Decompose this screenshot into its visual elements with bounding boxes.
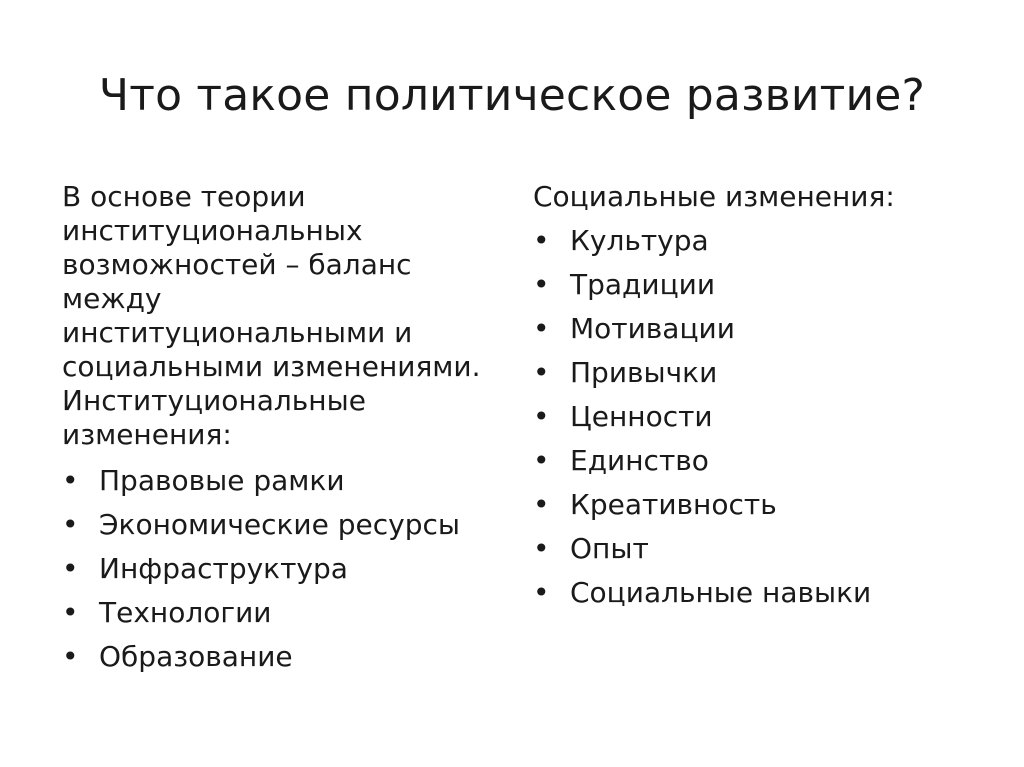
list-item-label: Привычки xyxy=(570,356,718,389)
list-item xyxy=(533,356,1003,390)
list-item xyxy=(533,488,1003,522)
list-item-label: Ценности xyxy=(570,400,713,433)
slide-title: Что такое политическое развитие? xyxy=(98,70,926,121)
list-item-label: Традиции xyxy=(570,268,716,301)
social-changes-list xyxy=(533,224,1003,610)
list-item-label: Социальные навыки xyxy=(570,576,872,609)
bullet-icon: • xyxy=(62,464,79,497)
list-item xyxy=(62,464,507,498)
list-item xyxy=(533,224,1003,258)
list-item xyxy=(533,268,1003,302)
right-subheading: Социальные изменения: xyxy=(533,180,895,213)
list-item xyxy=(533,576,1003,610)
bullet-icon: • xyxy=(533,576,550,609)
list-item-label: Мотивации xyxy=(570,312,735,345)
left-column xyxy=(62,180,507,684)
list-item-label: Экономические ресурсы xyxy=(99,508,460,541)
bullet-icon: • xyxy=(533,532,550,565)
list-item xyxy=(533,444,1003,478)
bullet-icon: • xyxy=(533,444,550,477)
left-subheading: Институциональные изменения: xyxy=(62,384,366,451)
bullet-icon: • xyxy=(533,356,550,389)
list-item-label: Образование xyxy=(99,640,293,673)
list-item-label: Культура xyxy=(570,224,709,257)
bullet-icon: • xyxy=(62,640,79,673)
bullet-icon: • xyxy=(533,224,550,257)
bullet-icon: • xyxy=(533,312,550,345)
right-column xyxy=(533,180,1003,620)
list-item-label: Опыт xyxy=(570,532,649,565)
bullet-icon: • xyxy=(533,400,550,433)
list-item-label: Креативность xyxy=(570,488,777,521)
list-item xyxy=(62,596,507,630)
bullet-icon: • xyxy=(62,596,79,629)
institutional-changes-list xyxy=(62,464,507,674)
bullet-icon: • xyxy=(62,508,79,541)
left-intro: В основе теории институциональных возможностей – баланс между институциональными и социальными изменениями. xyxy=(62,180,481,383)
bullet-icon: • xyxy=(533,268,550,301)
left-intro-text xyxy=(62,180,492,452)
bullet-icon: • xyxy=(62,552,79,585)
list-item-label: Правовые рамки xyxy=(99,464,345,497)
list-item xyxy=(533,532,1003,566)
list-item xyxy=(62,508,507,542)
list-item xyxy=(533,312,1003,346)
list-item xyxy=(62,552,507,586)
list-item-label: Технологии xyxy=(99,596,272,629)
list-item xyxy=(62,640,507,674)
list-item-label: Единство xyxy=(570,444,709,477)
list-item-label: Инфраструктура xyxy=(99,552,348,585)
bullet-icon: • xyxy=(533,488,550,521)
list-item xyxy=(533,400,1003,434)
